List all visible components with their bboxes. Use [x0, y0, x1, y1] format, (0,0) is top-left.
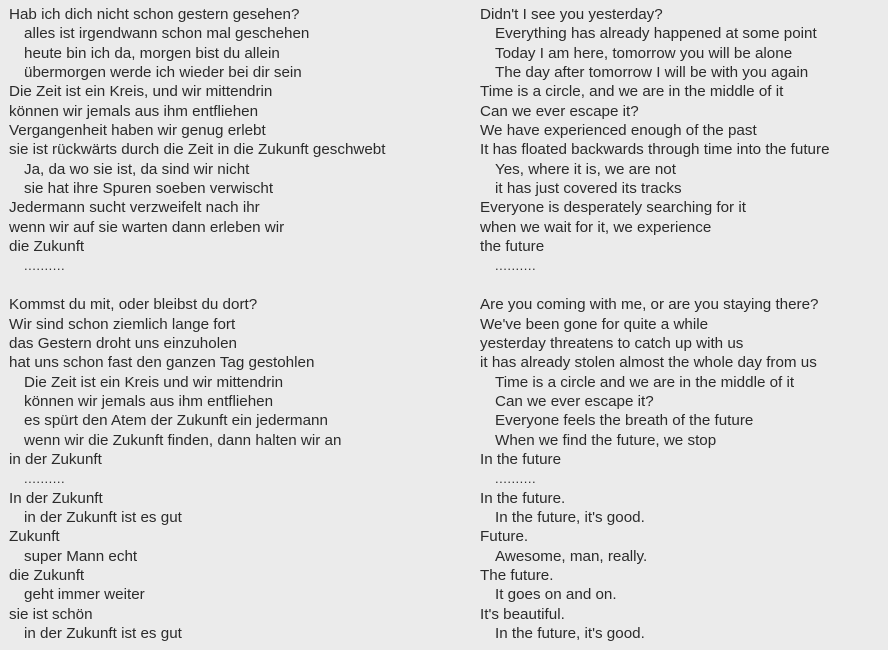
lyric-line: die Zukunft — [9, 238, 85, 256]
lyric-line: geht immer weiter — [24, 586, 145, 604]
lyric-line: Everything has already happened at some point — [495, 25, 817, 43]
lyric-line: übermorgen werde ich wieder bei dir sein — [24, 64, 302, 82]
lyric-line: es spürt den Atem der Zukunft ein jedermann — [24, 412, 328, 430]
lyric-line: in der Zukunft ist es gut — [24, 625, 182, 642]
lyric-line: In the future, it's good. — [495, 625, 645, 642]
stanza-break — [480, 276, 885, 295]
lyric-line: it has just covered its tracks — [495, 180, 682, 198]
lyric-line: können wir jemals aus ihm entfliehen — [24, 392, 274, 410]
lyric-line: die Zukunft — [9, 566, 85, 584]
lyric-line: It goes on and on. — [495, 586, 617, 604]
lyric-line: Didn't I see you yesterday? — [480, 6, 663, 23]
lyric-line: Zukunft — [9, 528, 60, 546]
lyric-line: Everyone is desperately searching for it — [480, 199, 746, 217]
ellipsis-line: .......... — [495, 258, 537, 274]
lyric-line: wenn wir auf sie warten dann erleben wir — [9, 218, 285, 236]
lyric-line: In the future, it's good. — [495, 508, 645, 526]
lyric-line: Can we ever escape it? — [480, 102, 639, 120]
lyric-line: Awesome, man, really. — [495, 547, 648, 565]
lyric-line: the future — [480, 238, 545, 256]
lyric-line: Time is a circle, and we are in the middle of it — [480, 83, 784, 101]
lyric-line: in der Zukunft ist es gut — [24, 508, 182, 526]
lyric-line: Die Zeit ist ein Kreis und wir mittendrin — [24, 373, 284, 391]
lyric-line: It has floated backwards through time into the future — [480, 141, 830, 159]
lyric-line: sie hat ihre Spuren soeben verwischt — [24, 180, 274, 198]
lyric-line: it has already stolen almost the whole day from us — [480, 354, 817, 372]
lyric-line: Today I am here, tomorrow you will be alone — [495, 44, 793, 62]
lyric-line: das Gestern droht uns einzuholen — [9, 334, 237, 352]
lyric-line: Wir sind schon ziemlich lange fort — [9, 315, 236, 333]
lyric-line: Can we ever escape it? — [495, 392, 654, 410]
lyric-line: The future. — [480, 566, 554, 584]
lyric-line: The day after tomorrow I will be with you again — [495, 64, 809, 82]
lyric-line: Hab ich dich nicht schon gestern gesehen? — [9, 6, 300, 23]
lyric-line: Are you coming with me, or are you staying there? — [480, 296, 819, 314]
lyric-line: when we wait for it, we experience — [480, 218, 712, 236]
lyric-line: yesterday threatens to catch up with us — [480, 334, 744, 352]
ellipsis-line: .......... — [24, 471, 66, 487]
lyric-line: Everyone feels the breath of the future — [495, 412, 754, 430]
ellipsis-line: .......... — [24, 258, 66, 274]
lyric-line: alles ist irgendwann schon mal geschehen — [24, 25, 310, 43]
lyric-line: Yes, where it is, we are not — [495, 160, 676, 178]
lyric-line: können wir jemals aus ihm entfliehen — [9, 102, 259, 120]
lyric-line: sie ist rückwärts durch die Zeit in die Zukunft geschwebt — [9, 141, 386, 159]
lyric-line: Die Zeit ist ein Kreis, und wir mittendrin — [9, 83, 273, 101]
english-translation-column — [480, 5, 885, 643]
lyric-line: Future. — [480, 528, 529, 546]
lyric-line: We've been gone for quite a while — [480, 315, 709, 333]
lyric-line: Vergangenheit haben wir genug erlebt — [9, 122, 266, 140]
stanza-break — [9, 276, 464, 295]
lyric-line: heute bin ich da, morgen bist du allein — [24, 44, 280, 62]
german-lyrics-column — [9, 5, 464, 643]
lyric-line: super Mann echt — [24, 547, 138, 565]
lyric-line: Jedermann sucht verzweifelt nach ihr — [9, 199, 260, 217]
lyric-line: In der Zukunft — [9, 489, 103, 507]
lyric-line: wenn wir die Zukunft finden, dann halten wir an — [24, 431, 342, 449]
lyric-line: It's beautiful. — [480, 605, 565, 623]
lyric-line: When we find the future, we stop — [495, 431, 717, 449]
lyric-line: sie ist schön — [9, 605, 93, 623]
lyric-line: hat uns schon fast den ganzen Tag gestohlen — [9, 354, 315, 372]
lyric-line: We have experienced enough of the past — [480, 122, 757, 140]
ellipsis-line: .......... — [495, 471, 537, 487]
lyric-line: in der Zukunft — [9, 450, 102, 468]
lyric-line: Ja, da wo sie ist, da sind wir nicht — [24, 160, 250, 178]
lyric-line: In the future — [480, 450, 562, 468]
lyric-line: Time is a circle and we are in the middle of it — [495, 373, 795, 391]
lyric-line: Kommst du mit, oder bleibst du dort? — [9, 296, 258, 314]
lyric-line: In the future. — [480, 489, 566, 507]
